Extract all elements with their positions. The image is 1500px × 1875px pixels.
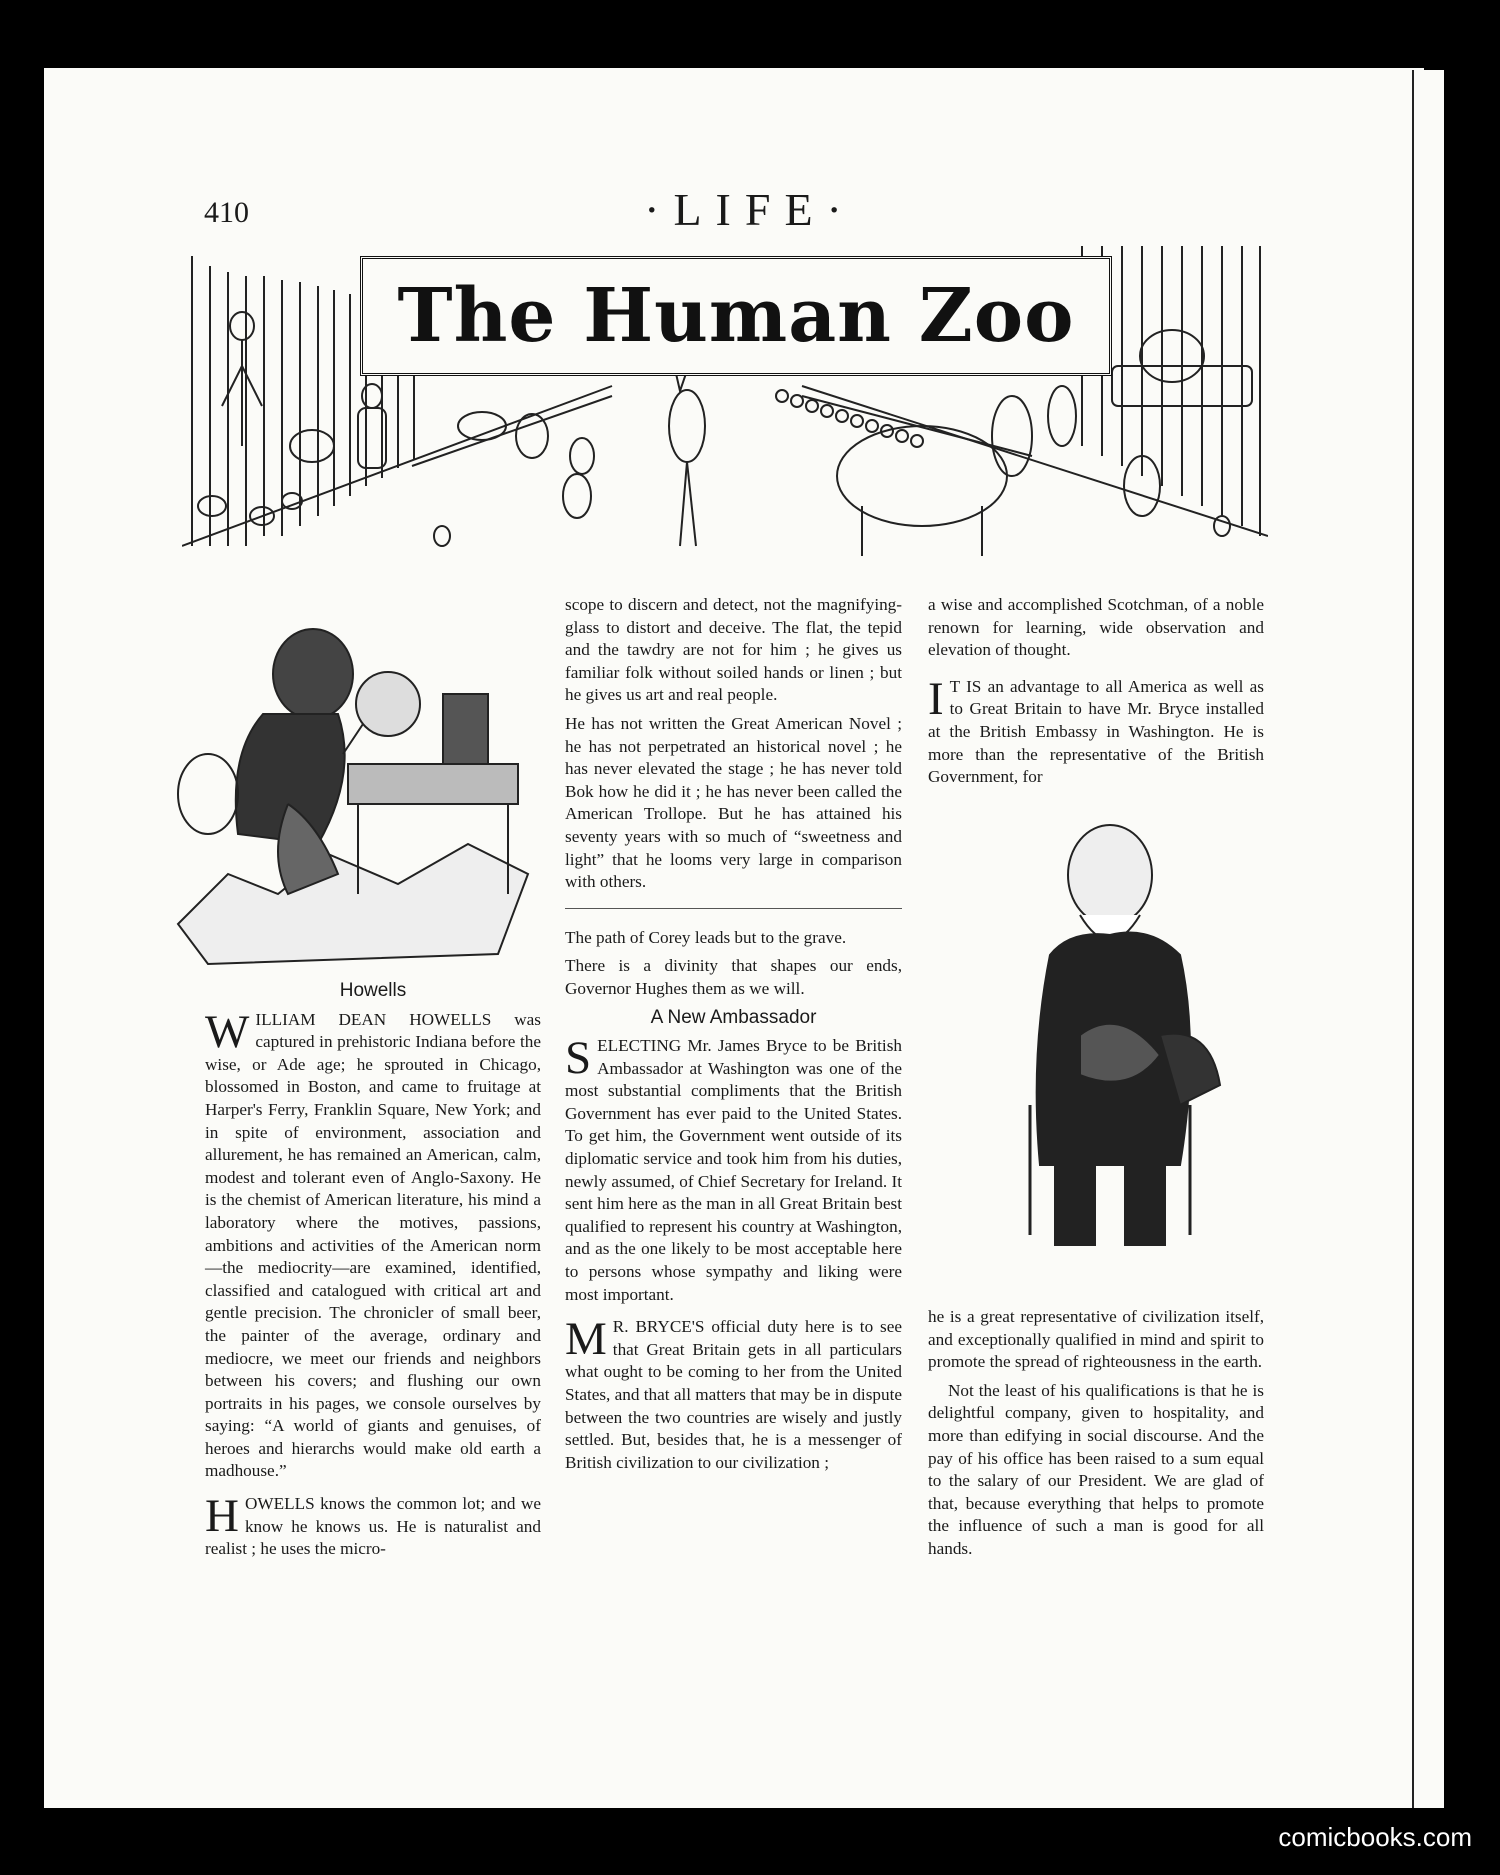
page-title: The Human Zoo — [397, 273, 1075, 359]
column-right-top — [928, 594, 1264, 795]
paragraph-text: R. BRYCE'S official duty here is to see that Great Britain gets in all particulars what ought to be coming to her from the United States, and that all matters that may be in dispute between the two countries are wisely and justly settled. But, besides that, he is a messenger of British civilization to our civilization ; — [565, 1317, 902, 1472]
column-middle — [565, 594, 902, 1480]
drop-cap: H — [205, 1490, 239, 1543]
drop-cap: M — [565, 1313, 607, 1366]
section-heading-ambassador: A New Ambassador — [650, 1006, 817, 1028]
paragraph-text: T IS an advantage to all America as well as to Great Britain to have Mr. Bryce installed at the British Embassy in Washington. He is more than the representative of the British Government, for — [928, 676, 1264, 787]
paragraph — [565, 1313, 902, 1474]
drop-cap: W — [205, 1005, 250, 1058]
paragraph — [205, 1005, 541, 1483]
bryce-portrait-illustration — [1010, 805, 1230, 1265]
paragraph-text: ELECTING Mr. James Bryce to be British Ambassador at Washington was one of the most substantial compliments that the British Government has ever paid to the United States. To get him, the Government went outside of its diplomatic service and took him from his duties, newly assumed, of Chief Secretary for Ireland. It sent him here as the man in all Great Britain best qualified to represent his country at Washington, and as the one likely to be most acceptable here to persons whose sympathy and liking were most important. — [565, 1036, 902, 1304]
column-left — [205, 974, 541, 1567]
facing-page-edge — [1412, 70, 1444, 1808]
paragraph — [205, 1490, 541, 1561]
paragraph-text: OWELLS knows the common lot; and we know he knows us. He is naturalist and realist ; he uses the micro- — [205, 1494, 541, 1559]
paragraph — [928, 672, 1264, 789]
page-number: 410 — [204, 196, 249, 229]
masthead: ·LIFE· — [644, 184, 856, 235]
paragraph — [565, 1032, 902, 1306]
paragraph: he is a great representative of civilization itself, and exceptionally qualified in mind and spirit to promote the spread of righteousness in the earth. — [928, 1307, 1264, 1372]
drop-cap: S — [565, 1032, 592, 1085]
title-box — [360, 256, 1112, 376]
paragraph: There is a divinity that shapes our ends, Governor Hughes them as we will. — [565, 956, 902, 998]
column-right-bottom — [928, 1306, 1264, 1567]
paragraph: He has not written the Great American Novel ; he has not perpetrated an historical novel ; he has never elevated the stage ; he has never told Bok how he did it ; he has never been called the American Trollope. But he has attained his seventy years with so much of “sweetness and light” that he looms very large in comparison with others. — [565, 713, 902, 892]
paragraph-text: ILLIAM DEAN HOWELLS was captured in prehistoric Indiana before the wise, or Ade age; he sprouted in Chicago, blossomed in Boston, and came to fruitage at Harper's Ferry, Franklin Square, New York; and in spite of environment, association and allurement, he has remained an American, calm, modest and tolerant even of Anglo-Saxony. He is the chemist of American literature, his mind a laboratory where the motives, passions, ambitions and activities of the American norm—the mediocrity—are examined, identified, classified and catalogued with critical art and gentle precision. The chronicler of small beer, the painter of the average, ordinary and mediocre, we meet our friends and neighbors between his covers; and flushing our own portraits in his pages, we console ourselves by saying: “A world of giants and genuises, of heroes and hierarchs would make old earth a madhouse.” — [205, 1009, 541, 1481]
paragraph: a wise and accomplished Scotchman, of a noble renown for learning, wide observation and elevation of thought. — [928, 595, 1264, 660]
section-heading-howells: Howells — [339, 980, 407, 1001]
drop-cap: I — [928, 672, 944, 725]
paragraph: The path of Corey leads but to the grave. — [565, 927, 847, 947]
watermark: comicbooks.com — [1278, 1822, 1472, 1852]
divider — [565, 908, 902, 909]
paragraph: scope to discern and detect, not the magnifying-glass to distort and deceive. The flat, the tepid and the tawdry are not for him ; he gives us familiar folk without soiled hands or linen ; but he gives us art and real people. — [565, 595, 902, 705]
paragraph: Not the least of his qualifications is that he is delightful company, given to hospitality, and more than edifying in social discourse. And the pay of his office has been raised to a sum equal to the salary of our President. We are glad of that, because everything that helps to promote the influence of such a man is good for all hands. — [928, 1380, 1264, 1558]
howells-illustration — [168, 594, 543, 974]
